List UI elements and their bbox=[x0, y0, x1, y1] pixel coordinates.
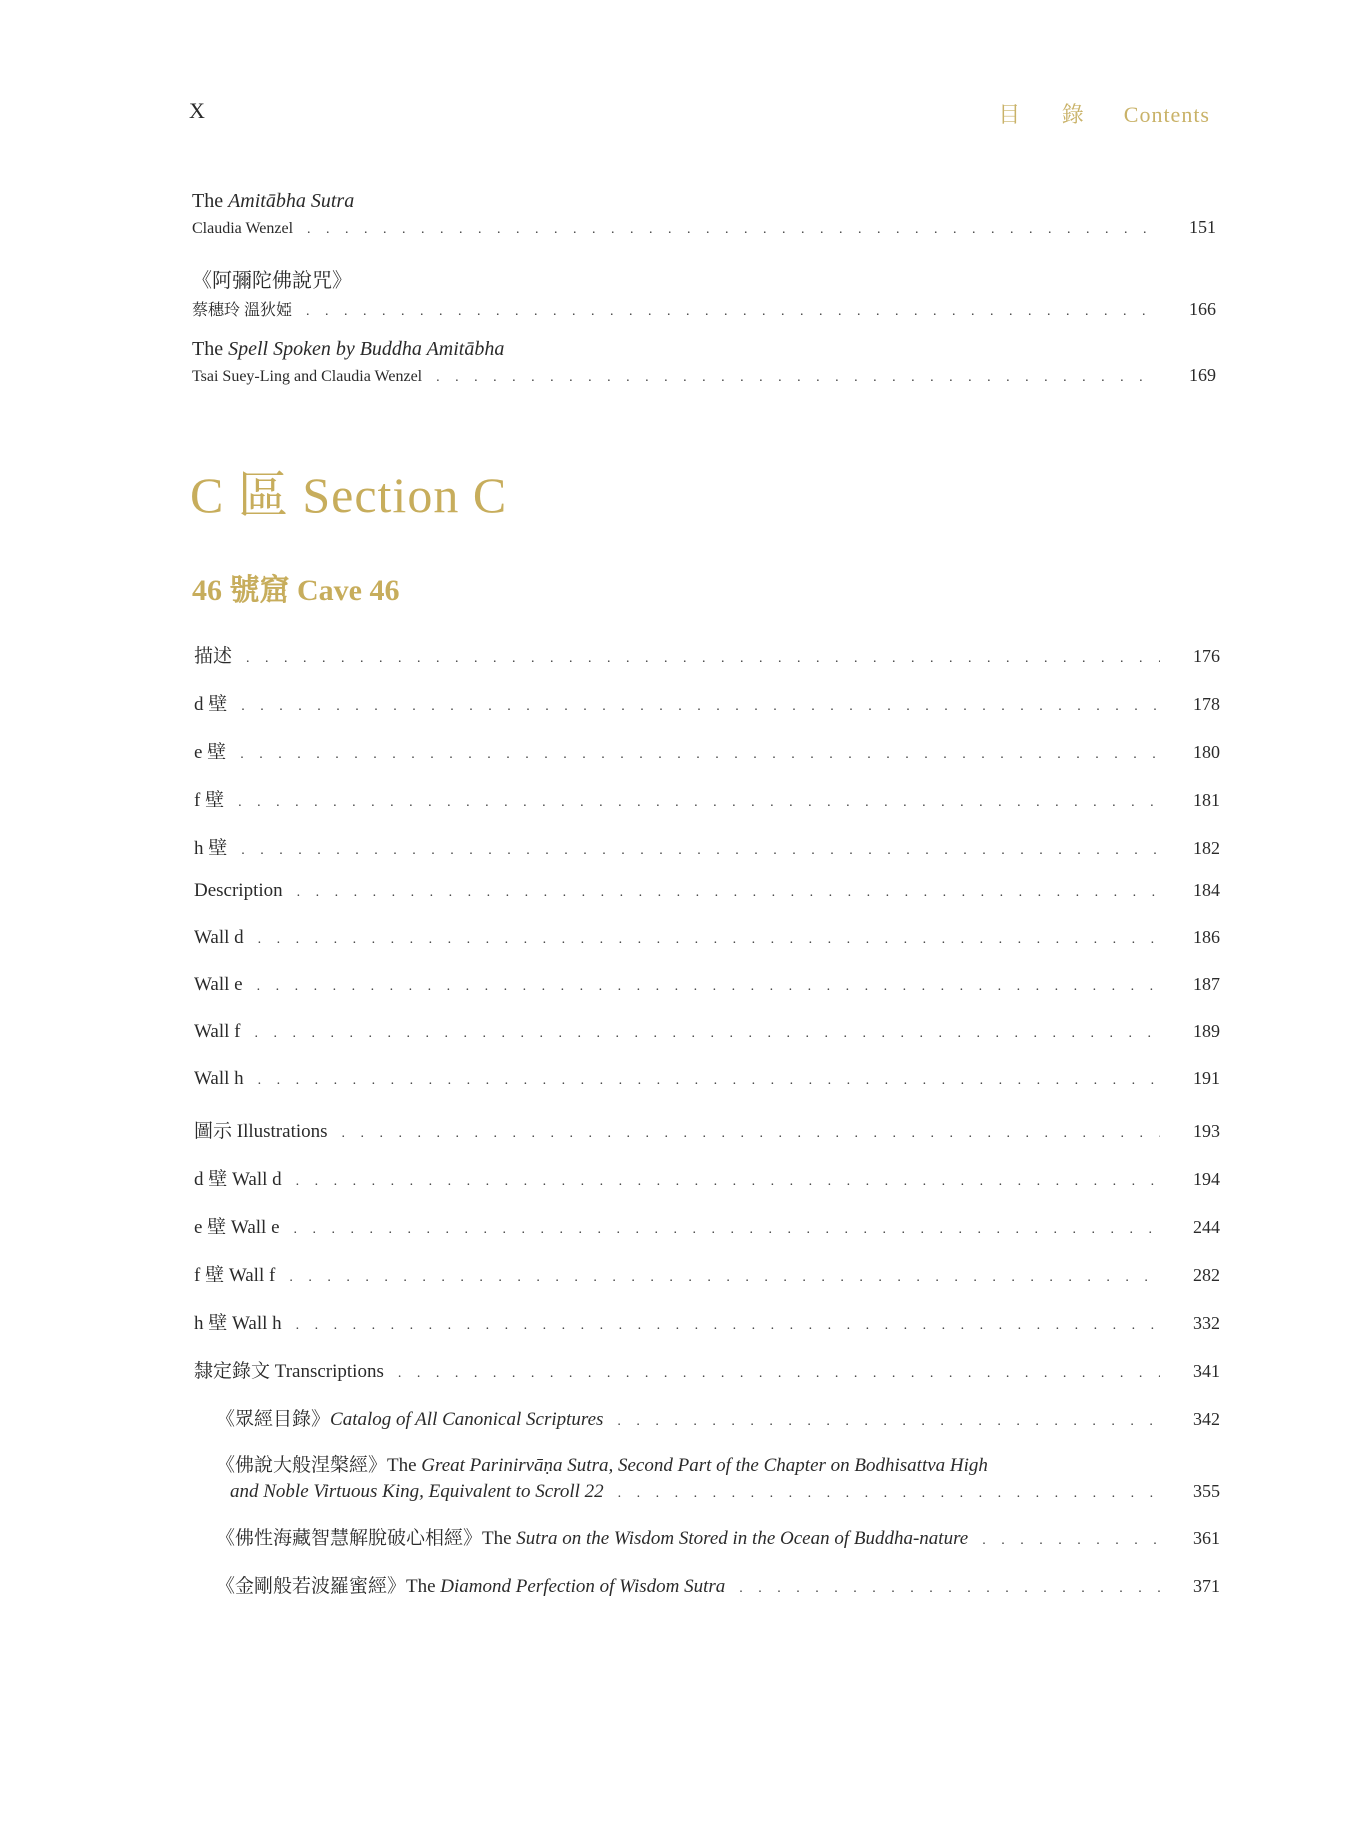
dot-leader bbox=[238, 795, 1160, 811]
page-ref: 341 bbox=[1193, 1361, 1220, 1381]
toc-row[interactable] bbox=[216, 1450, 1220, 1503]
dot-leader bbox=[240, 747, 1160, 763]
page-ref: 244 bbox=[1193, 1217, 1220, 1237]
toc-row[interactable] bbox=[194, 1260, 1220, 1287]
page-ref: 166 bbox=[1189, 299, 1216, 319]
page-ref: 193 bbox=[1193, 1121, 1220, 1141]
row-label: Wall e bbox=[194, 974, 243, 995]
row-label: f 壁 bbox=[194, 790, 225, 811]
page-ref: 332 bbox=[1193, 1313, 1220, 1333]
entry-author: Tsai Suey-Ling and Claudia Wenzel bbox=[192, 368, 423, 385]
toc-row[interactable] bbox=[216, 1571, 1220, 1598]
page-ref: 180 bbox=[1193, 742, 1220, 762]
toc-row[interactable] bbox=[194, 974, 1220, 996]
entry-title: 《阿彌陀佛說咒》 bbox=[192, 270, 352, 292]
dot-leader bbox=[618, 1486, 1160, 1502]
cave-title: 46 號窟 Cave 46 bbox=[192, 574, 400, 607]
toc-row[interactable] bbox=[194, 737, 1220, 764]
row-label: 圖示 Illustrations bbox=[194, 1121, 328, 1142]
dot-leader bbox=[254, 1026, 1160, 1042]
toc-row[interactable] bbox=[194, 1308, 1220, 1335]
dot-leader bbox=[436, 370, 1156, 386]
page-ref: 176 bbox=[1193, 646, 1220, 666]
row-label: d 壁 Wall d bbox=[194, 1169, 282, 1190]
dot-leader bbox=[289, 1270, 1160, 1286]
entry-title: The Spell Spoken by Buddha Amitābha bbox=[192, 338, 505, 360]
row-label: 《金剛般若波羅蜜經》The Diamond Perfection of Wisdom Sutra bbox=[216, 1576, 726, 1597]
row-label: d 壁 bbox=[194, 694, 228, 715]
page-ref: 169 bbox=[1189, 365, 1216, 385]
row-label: Wall f bbox=[194, 1021, 241, 1042]
row-label: Wall d bbox=[194, 927, 244, 948]
toc-entry[interactable] bbox=[192, 190, 1216, 238]
page-ref: 184 bbox=[1193, 880, 1220, 900]
row-label: 《佛說大般涅槃經》The Great Parinirvāṇa Sutra, Second Part of the Chapter on Bodhisattva High bbox=[216, 1455, 988, 1476]
dot-leader bbox=[257, 979, 1160, 995]
toc-row[interactable] bbox=[194, 1116, 1220, 1143]
toc-row[interactable] bbox=[194, 785, 1220, 812]
dot-leader bbox=[617, 1414, 1160, 1430]
row-label: 隸定錄文 Transcriptions bbox=[194, 1361, 384, 1382]
running-head bbox=[998, 98, 1210, 129]
dot-leader bbox=[342, 1126, 1160, 1142]
page-ref: 182 bbox=[1193, 838, 1220, 858]
toc-entry[interactable] bbox=[192, 338, 1216, 386]
dot-leader bbox=[306, 304, 1156, 320]
dot-leader bbox=[241, 843, 1160, 859]
section-title: C 區 Section C bbox=[190, 467, 508, 523]
toc-row[interactable] bbox=[194, 689, 1220, 716]
page-ref: 187 bbox=[1193, 974, 1220, 994]
page-ref: 194 bbox=[1193, 1169, 1220, 1189]
page-ref: 361 bbox=[1193, 1528, 1220, 1548]
toc-row[interactable] bbox=[194, 1212, 1220, 1239]
dot-leader bbox=[296, 1318, 1160, 1334]
entry-title: The Amitābha Sutra bbox=[192, 190, 355, 212]
row-label: h 壁 bbox=[194, 838, 228, 859]
row-label: e 壁 bbox=[194, 742, 227, 763]
toc-row[interactable] bbox=[194, 880, 1220, 902]
toc-row[interactable] bbox=[216, 1523, 1220, 1550]
page-ref: 151 bbox=[1189, 217, 1216, 237]
row-label: f 壁 Wall f bbox=[194, 1265, 276, 1286]
row-label: h 壁 Wall h bbox=[194, 1313, 282, 1334]
dot-leader bbox=[296, 1174, 1160, 1190]
page-number: X bbox=[189, 98, 205, 123]
page-ref: 342 bbox=[1193, 1409, 1220, 1429]
dot-leader bbox=[246, 651, 1160, 667]
dot-leader bbox=[297, 885, 1160, 901]
dot-leader bbox=[294, 1222, 1160, 1238]
dot-leader bbox=[982, 1533, 1160, 1549]
dot-leader bbox=[258, 932, 1160, 948]
dot-leader bbox=[258, 1073, 1160, 1089]
dot-leader bbox=[307, 222, 1156, 238]
toc-row[interactable] bbox=[194, 833, 1220, 860]
toc-row[interactable] bbox=[194, 641, 1220, 668]
running-head-cjk: 目 錄 bbox=[998, 102, 1102, 127]
toc-entry[interactable] bbox=[192, 264, 1216, 320]
row-label: 描述 bbox=[194, 646, 233, 667]
entry-author: Claudia Wenzel bbox=[192, 220, 294, 237]
dot-leader bbox=[398, 1366, 1160, 1382]
toc-row[interactable] bbox=[194, 1021, 1220, 1043]
page-ref: 355 bbox=[1193, 1481, 1220, 1501]
running-head-en: Contents bbox=[1123, 102, 1210, 127]
toc-row[interactable] bbox=[194, 1068, 1220, 1090]
dot-leader bbox=[241, 699, 1160, 715]
entry-author: 蔡穗玲 溫狄婭 bbox=[192, 302, 293, 319]
row-label: Description bbox=[194, 880, 283, 901]
page-ref: 371 bbox=[1193, 1576, 1220, 1596]
row-label: Wall h bbox=[194, 1068, 244, 1089]
row-label: 《眾經目錄》Catalog of All Canonical Scriptures bbox=[216, 1409, 604, 1430]
page-ref: 282 bbox=[1193, 1265, 1220, 1285]
toc-row[interactable] bbox=[194, 927, 1220, 949]
dot-leader bbox=[739, 1581, 1160, 1597]
page-ref: 178 bbox=[1193, 694, 1220, 714]
page-ref: 189 bbox=[1193, 1021, 1220, 1041]
page-ref: 186 bbox=[1193, 927, 1220, 947]
row-label: 《佛性海藏智慧解脫破心相經》The Sutra on the Wisdom Stored in the Ocean of Buddha-nature bbox=[216, 1528, 969, 1549]
toc-row[interactable] bbox=[216, 1404, 1220, 1431]
toc-row[interactable] bbox=[194, 1164, 1220, 1191]
toc-row[interactable] bbox=[194, 1356, 1220, 1383]
row-label-continued: and Noble Virtuous King, Equivalent to Scroll 22 bbox=[230, 1481, 604, 1502]
page-ref: 181 bbox=[1193, 790, 1220, 810]
page-ref: 191 bbox=[1193, 1068, 1220, 1088]
row-label: e 壁 Wall e bbox=[194, 1217, 280, 1238]
